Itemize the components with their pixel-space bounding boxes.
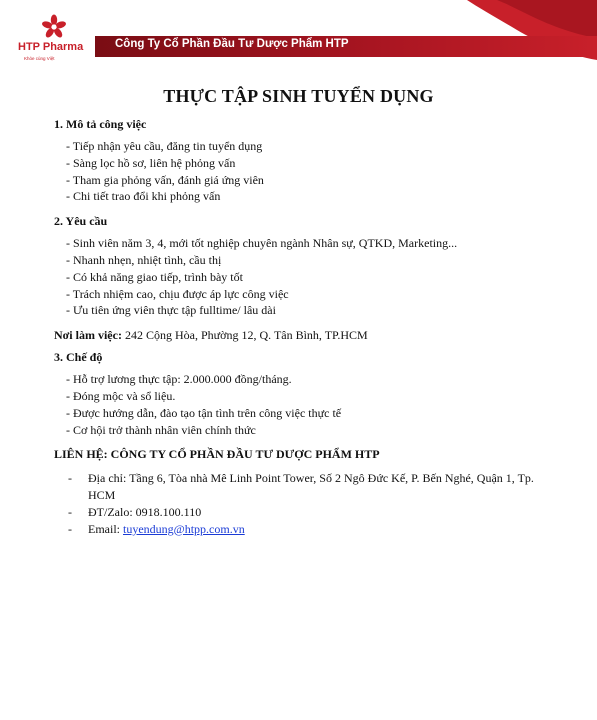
benefits-list [54,371,554,438]
phone-text: ĐT/Zalo: 0918.100.110 [88,504,202,519]
bullet-dash: - [68,471,72,486]
email-label: Email: [88,521,123,536]
flower-logo-icon [40,14,68,40]
bullet-dash: - [68,521,72,536]
contact-address [54,470,554,504]
list-item: - Tham gia phỏng vấn, đánh giá ứng viên [66,172,264,187]
section-heading: 2. Yêu cầu [54,214,108,229]
logo-name: HTP Pharma [18,41,84,53]
list-item: - Đóng mộc và sổ liệu. [66,388,176,403]
list-item: - Cơ hội trở thành nhân viên chính thức [66,422,256,437]
list-item: - Sinh viên năm 3, 4, mới tốt nghiệp chuyên ngành Nhân sự, QTKD, Marketing... [66,236,458,251]
company-banner-text: Công Ty Cổ Phần Đầu Tư Dược Phẩm HTP [115,38,349,50]
list-item: - Trách nhiệm cao, chịu được áp lực công việc [66,286,289,301]
page-title: THỰC TẬP SINH TUYỂN DỤNG [163,86,434,106]
list-item: - Ưu tiên ứng viên thực tập fulltime/ lâu dài [66,303,276,318]
section-heading: 3. Chế độ [54,350,103,365]
list-item: - Có khả năng giao tiếp, trình bày tốt [66,269,243,284]
page-header [0,0,597,75]
workplace-label: Nơi làm việc: [54,328,122,343]
list-item: - Được hướng dẫn, đào tạo tận tình trên công việc thực tế [66,405,342,420]
list-item: - Hỗ trợ lương thực tập: 2.000.000 đồng/tháng. [66,372,292,387]
contact-list [54,470,554,537]
section-heading: 1. Mô tả công việc [54,117,147,131]
list-item: - Nhanh nhẹn, nhiệt tình, cầu thị [66,252,222,267]
requirements-list [54,235,554,319]
company-logo [18,14,98,64]
contact-heading: LIÊN HỆ: CÔNG TY CỔ PHẦN ĐẦU TƯ DƯỢC PHẨM HTP [54,447,380,462]
list-item: - Chi tiết trao đổi khi phỏng vấn [66,189,221,204]
logo-tagline: Khỏe cùng Việt [24,56,55,61]
document-body [54,116,554,538]
email-link[interactable]: tuyendung@htpp.com.vn [123,521,245,536]
address-text: Địa chỉ: Tầng 6, Tòa nhà Mê Linh Point Tower, Số 2 Ngô Đức Kế, P. Bến Nghé, Quận 1, Tp. HCM [88,471,534,503]
workplace-value: 242 Cộng Hòa, Phường 12, Q. Tân Bình, TP.HCM [121,328,368,343]
list-item: - Tiếp nhận yêu cầu, đăng tin tuyển dụng [66,139,263,153]
list-item: - Sàng lọc hồ sơ, liên hệ phỏng vấn [66,155,236,170]
contact-email [54,521,554,538]
contact-phone [54,504,554,521]
bullet-dash: - [68,504,72,519]
workplace-line [54,327,554,343]
job-description-list [54,138,554,205]
